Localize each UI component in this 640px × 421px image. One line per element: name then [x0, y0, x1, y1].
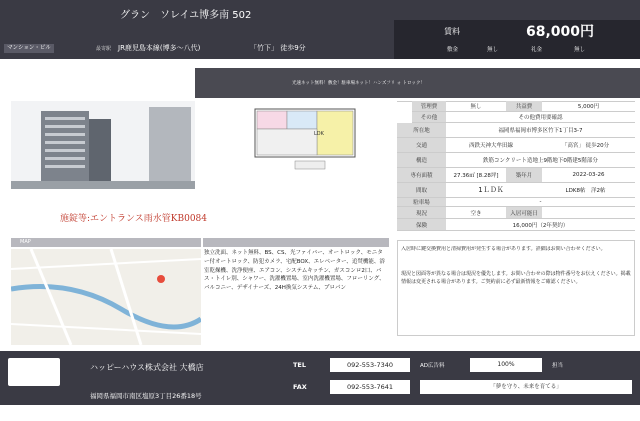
fax-number: 092-553-7641 [330, 380, 410, 394]
company-address: 福岡県福岡市南区塩原3丁目26番18号 [90, 392, 202, 400]
row-layout-value: 1ＬＤＫ [446, 183, 536, 198]
row-movein-label: 入居可能日 [506, 207, 542, 219]
train-line: JR鹿児島本線(博多～八代) [118, 44, 201, 52]
ad-value: 100% [470, 358, 542, 372]
ad-label: AD広告料 [420, 363, 445, 369]
station-walk: 「竹下」 徒歩9分 [250, 44, 306, 52]
fee-label-deposit: 敷金 [447, 47, 459, 53]
rent-label: 賃料 [444, 27, 460, 36]
row-other-value: その他費用要確認 [446, 112, 635, 123]
rent-amount: 68,000円 [526, 24, 595, 40]
line-label: 最寄駅 [96, 46, 112, 52]
building-illustration-icon [11, 101, 195, 189]
row-address-value: 福岡県福岡市博多区竹下1丁目3-7 [446, 123, 635, 138]
slogan: 「夢を守り、未来を育てる」 [420, 380, 632, 394]
row-mgmt-value: 無し [446, 101, 506, 112]
company-logo-icon [8, 358, 60, 386]
row-access-label: 交通 [397, 138, 446, 153]
fee-value-key: 無し [574, 47, 586, 53]
row-insurance-value: 16,000円（2年契約） [446, 219, 635, 231]
tel-number[interactable]: 092-553-7340 [330, 358, 410, 372]
row-layout-label: 間取 [397, 183, 446, 198]
row-area-label: 専有面積 [397, 168, 446, 183]
building-photo [11, 101, 195, 189]
row-status-label: 現況 [397, 207, 446, 219]
promo-banner-text: 光速ネット無料！敷金！駐車場ネット！ハンズフリ ォ トロック！ [292, 81, 425, 86]
row-parking-value: - [446, 198, 635, 207]
row-mgmt-label: 管理費 [412, 101, 446, 112]
map-roads-icon [11, 249, 201, 345]
row-built-label: 築年月 [506, 168, 542, 183]
row-area-value: 27.36㎡ [8.28坪] [446, 168, 506, 183]
facilities-text: 独立洗面、ネット無料、BS、CS、光ファイバー、オートロック、モニター付オートロック、防犯カメラ、宅配BOX、エレベーター、追焚機能、浴室乾燥機、洗浄便座、エアコン、システムキッチン、ガスコンロ2口、バス・トイレ別、シャワー、洗濯機置場、室内洗濯機置場、フローリング、バルコニー、デザイナーズ、24H換気システム、プロパン [204, 250, 385, 292]
tel-label: TEL [293, 361, 307, 369]
notes-text-2: 現況と図面等が異なる場合は現況を優先します。お問い合わせの際は物件番号をお伝えください。掲載情報は変更される場合があります。ご契約前に必ず最新情報をご確認ください。 [401, 271, 631, 285]
row-structure-label: 構造 [397, 153, 446, 168]
category-badge: マンション・ビル [4, 44, 54, 53]
row-layout-detail: LDK8帖 洋2帖 [536, 183, 635, 198]
row-insurance-label: 保険 [397, 219, 446, 231]
row-movein-value [542, 207, 635, 219]
fee-label-key: 礼金 [531, 47, 543, 53]
manager-label: 担当 [552, 363, 564, 369]
floor-plan-icon [225, 101, 375, 189]
map-label: MAP [20, 239, 31, 245]
property-title: グラン ソレイユ博多南 502 [120, 10, 252, 21]
row-address-label: 所在地 [397, 123, 446, 138]
company-name: ハッピーハウス株式会社 大橋店 [90, 363, 204, 372]
floor-plan-label: LDK [314, 131, 324, 137]
notes-text-1: 入居時に鍵交換費用と清掃費用が発生する場合があります。詳細はお問い合わせください。 [401, 246, 606, 252]
area-map [11, 249, 201, 345]
feature-caption: 施錠等:エントランス雨水管KB0084 [60, 214, 208, 224]
fee-value-deposit: 無し [487, 47, 499, 53]
row-structure-value: 鉄筋コンクリート造地上9階地下0階建5階部分 [446, 153, 635, 168]
row-status-value: 空き [446, 207, 506, 219]
row-built-value: 2022-03-26 [542, 168, 635, 183]
row-other-label: その他 [412, 112, 446, 123]
row-access-station: 「高宮」 徒歩20分 [536, 138, 635, 153]
facilities-header [203, 238, 389, 247]
row-common-value: 5,000円 [542, 101, 635, 112]
row-access-line: 西鉄天神大牟田線 [446, 138, 536, 153]
row-parking-label: 駐車場 [397, 198, 446, 207]
floor-plan [225, 101, 375, 189]
row-common-label: 共益費 [506, 101, 542, 112]
fax-label: FAX [293, 383, 307, 391]
